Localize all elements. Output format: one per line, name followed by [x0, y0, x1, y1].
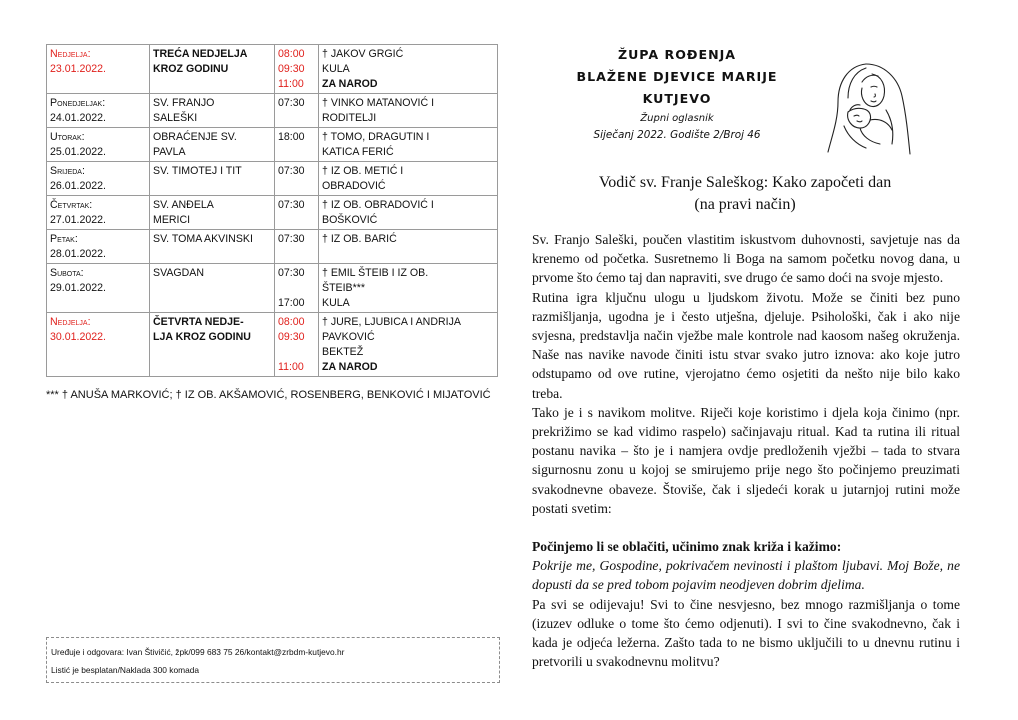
madonna-and-child-icon — [826, 60, 912, 156]
mass-time: 07:30 — [278, 165, 305, 177]
schedule-time-cell — [275, 230, 319, 264]
mass-time: 07:30 — [278, 199, 305, 211]
feast-name: LJA KROZ GODINU — [153, 331, 251, 343]
mass-time: 07:30 — [278, 233, 305, 245]
mass-intention: † IZ OB. OBRADOVIĆ I — [322, 199, 434, 211]
mass-intention: RODITELJI — [322, 112, 377, 124]
schedule-time-cell — [275, 162, 319, 196]
schedule-day-cell — [47, 264, 150, 313]
mass-intention: † IZ OB. METIĆ I — [322, 165, 404, 177]
schedule-intention-cell — [319, 230, 498, 264]
day-name: Srijeda: — [50, 165, 85, 177]
schedule-row — [47, 128, 498, 162]
mass-intention: KATICA FERIĆ — [322, 146, 394, 158]
mass-intention — [322, 247, 494, 262]
day-date: 26.01.2022. — [50, 180, 106, 192]
parish-name — [560, 44, 794, 110]
mass-time: 11:00 — [278, 78, 304, 90]
day-name: Utorak: — [50, 131, 85, 143]
schedule-intention-cell — [319, 94, 498, 128]
issue-info: Siječanj 2022. Godište 2/Broj 46 — [593, 129, 761, 141]
mass-intention: BEKTEŽ — [322, 346, 364, 358]
schedule-intention-cell — [319, 196, 498, 230]
schedule-day-cell — [47, 230, 150, 264]
schedule-intention-cell — [319, 45, 498, 94]
mass-time — [278, 213, 315, 228]
article-title-line: Vodič sv. Franje Saleškog: Kako započeti dan — [598, 174, 892, 191]
mass-intention: PAVKOVIĆ — [322, 331, 375, 343]
day-name: Subota: — [50, 267, 84, 279]
feast-name: ČETVRTA NEDJE- — [153, 316, 244, 328]
mass-intention: † JAKOV GRGIĆ — [322, 48, 404, 60]
schedule-row — [47, 162, 498, 196]
schedule-row — [47, 45, 498, 94]
day-name: Ponedjeljak: — [50, 97, 106, 109]
mass-time: 18:00 — [278, 131, 305, 143]
mass-time: 11:00 — [278, 361, 304, 373]
schedule-intention-cell — [319, 264, 498, 313]
mass-time: 08:00 — [278, 48, 305, 60]
feast-name: SV. TOMA AKVINSKI — [153, 233, 253, 245]
mass-time: 07:30 — [278, 97, 305, 109]
schedule-feast-cell — [150, 128, 275, 162]
mass-intention: BOŠKOVIĆ — [322, 214, 378, 226]
schedule-day-cell — [47, 162, 150, 196]
mass-intention: KULA — [322, 63, 350, 75]
article-paragraph: Rutina igra ključnu ulogu u ljudskom životu. Može se činiti bez puno razmišljanja, ugodna je i često utješna, djeluje. Psihološki, čak i ako nije svjesna, predstavlja način vježbe male kontrole nad kaosom našeg okruženja. Naše nas navike navode činiti istu stvar svako jutro iznova: ako koje jutro odstupamo od ove rutine, vjerojatno ćemo osjetiti da nešto nije bilo kako treba. — [532, 289, 960, 401]
parish-name-line: ŽUPA ROĐENJA — [617, 47, 737, 62]
article-body — [532, 230, 960, 671]
feast-name: PAVLA — [153, 146, 186, 158]
feast-name: KROZ GODINU — [153, 63, 229, 75]
feast-name: SVAGDAN — [153, 267, 205, 279]
mass-time — [278, 247, 315, 262]
day-name: Četvrtak: — [50, 199, 93, 211]
article-title-line: (na pravi način) — [694, 196, 796, 213]
feast-name: TREĆA NEDJELJA — [153, 48, 248, 60]
schedule-time-cell — [275, 45, 319, 94]
mass-time: 08:00 — [278, 316, 305, 328]
schedule-feast-cell — [150, 45, 275, 94]
schedule-time-cell — [275, 264, 319, 313]
schedule-feast-cell — [150, 94, 275, 128]
day-date: 27.01.2022. — [50, 214, 106, 226]
mass-time: 09:30 — [278, 63, 305, 75]
bulletin-subtitle: Župni oglasnik — [640, 113, 714, 124]
bulletin-masthead — [560, 44, 794, 143]
editorial-info-box — [46, 637, 500, 683]
schedule-intention-cell — [319, 128, 498, 162]
day-date: 29.01.2022. — [50, 282, 106, 294]
day-date: 23.01.2022. — [50, 63, 106, 75]
schedule-row — [47, 94, 498, 128]
feast-name: SALEŠKI — [153, 112, 198, 124]
article-paragraph: Pa svi se odijevaju! Svi to čine nesvjesno, bez mnogo razmišljanja o tome (izuzev odluke o tome što ćemo odjenuti). I svi to čine svakodnevno, čak i kada je odjeća ležerna. Zašto tada to ne bismo uključili to u dnevnu rutinu i pretvorili u svakodnevnu molitvu? — [532, 596, 960, 670]
mass-time — [278, 111, 315, 126]
mass-intention: ZA NAROD — [322, 78, 378, 90]
mass-time — [278, 179, 315, 194]
feast-name: SV. TIMOTEJ I TIT — [153, 165, 242, 177]
parish-name-line: BLAŽENE DJEVICE MARIJE — [576, 69, 778, 84]
mass-time: 17:00 — [278, 297, 305, 309]
schedule-time-cell — [275, 128, 319, 162]
schedule-intention-cell — [319, 313, 498, 377]
schedule-row — [47, 196, 498, 230]
mass-time: 09:30 — [278, 331, 305, 343]
day-date: 30.01.2022. — [50, 331, 106, 343]
day-date: 28.01.2022. — [50, 248, 106, 260]
schedule-time-cell — [275, 94, 319, 128]
schedule-day-cell — [47, 45, 150, 94]
mass-intention: † TOMO, DRAGUTIN I — [322, 131, 430, 143]
schedule-feast-cell — [150, 264, 275, 313]
day-name: Nedjelja: — [50, 316, 91, 328]
mass-intention: † JURE, LJUBICA I ANDRIJA — [322, 316, 461, 328]
schedule-time-cell — [275, 196, 319, 230]
mass-time: 07:30 — [278, 267, 305, 279]
parish-name-line: KUTJEVO — [642, 91, 712, 106]
schedule-feast-cell — [150, 313, 275, 377]
article-prayer: Pokrije me, Gospodine, pokrivačem nevinosti i plaštom ljubavi. Moj Bože, ne dopusti da se pred tobom pojavim neodjeven dobrim djelima. — [532, 558, 960, 593]
mass-intention: OBRADOVIĆ — [322, 180, 386, 192]
mass-intention: ZA NAROD — [322, 361, 378, 373]
article-paragraph: Sv. Franjo Saleški, poučen vlastitim iskustvom duhovnosti, savjetuje nas da krenemo od početka. Susretnemo li Boga na samom početku novog dana, u prvome što ćemo taj dan napraviti, sve drugo će samo doći na svoje mjesto. — [532, 232, 960, 286]
schedule-feast-cell — [150, 196, 275, 230]
schedule-day-cell — [47, 128, 150, 162]
mass-time — [278, 145, 315, 160]
article-subheading: Počinjemo li se oblačiti, učinimo znak križa i kažimo: — [532, 539, 842, 555]
schedule-intention-cell — [319, 162, 498, 196]
mass-intention: ŠTEIB*** — [322, 282, 365, 294]
mass-time — [278, 345, 315, 360]
footnote-intentions: *** † ANUŠA MARKOVIĆ; † IZ OB. AKŠAMOVIĆ, ROSENBERG, BENKOVIĆ I MIJATOVIĆ — [46, 389, 491, 401]
schedule-day-cell — [47, 196, 150, 230]
schedule-row — [47, 264, 498, 313]
article-title — [560, 172, 930, 216]
day-date: 24.01.2022. — [50, 112, 106, 124]
schedule-row — [47, 313, 498, 377]
day-date: 25.01.2022. — [50, 146, 106, 158]
schedule-row — [47, 230, 498, 264]
mass-intention: † IZ OB. BARIĆ — [322, 233, 397, 245]
schedule-feast-cell — [150, 230, 275, 264]
print-run-line: Listić je besplatan/Naklada 300 komada — [51, 665, 200, 675]
schedule-day-cell — [47, 94, 150, 128]
mass-intention: † EMIL ŠTEIB I IZ OB. — [322, 267, 429, 279]
article-paragraph: Tako je i s navikom molitve. Riječi koje koristimo i djela koja činimo (npr. prekrižimo se kad vidimo raspelo) sačinjavaju ritual. Kad ta rutina ili ritual postanu navika – što je i namjera ovdje predloženih vježbi – tada to stvara sigurnosnu zonu u kojoj se smirujemo prije nego što počinjemo preuzimati svakodnevne obaveze. Štoviše, čak i sljedeći korak u jutarnjoj rutini može postati svetim: — [532, 404, 960, 516]
schedule-feast-cell — [150, 162, 275, 196]
day-name: Nedjelja: — [50, 48, 91, 60]
editor-contact-line: Uređuje i odgovara: Ivan Štivičić, žpk/099 683 75 26/kontakt@zrbdm-kutjevo.hr — [51, 647, 345, 657]
schedule-day-cell — [47, 313, 150, 377]
schedule-time-cell — [275, 313, 319, 377]
feast-name: SV. ANĐELA — [153, 199, 214, 211]
mass-intention: † VINKO MATANOVIĆ I — [322, 97, 435, 109]
mass-time — [278, 281, 315, 296]
feast-name: OBRAĆENJE SV. — [153, 131, 237, 143]
day-name: Petak: — [50, 233, 78, 245]
mass-schedule-table — [46, 44, 498, 377]
feast-name: MERICI — [153, 214, 191, 226]
feast-name: SV. FRANJO — [153, 97, 215, 109]
mass-schedule-body — [47, 45, 498, 377]
mass-intention: KULA — [322, 297, 350, 309]
